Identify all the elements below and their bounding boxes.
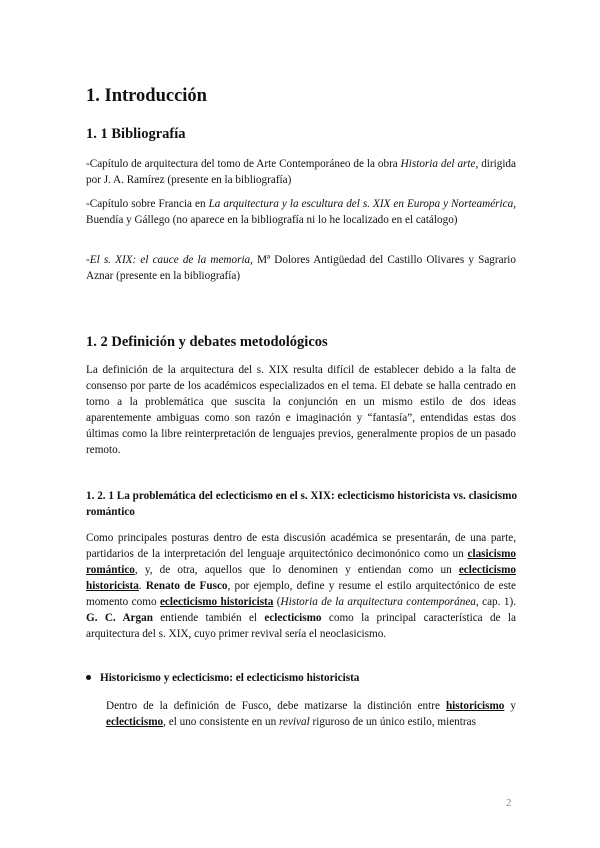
term-clasicismo-romantico: clasicismo romántico: [86, 548, 516, 576]
bullet-icon: [86, 675, 91, 680]
definition-paragraph: La definición de la arquitectura del s. XIX resulta difícil de establecer debido a la falta de consenso por parte de los académicos especializados en el tema. El debate se halla centrado en torno a la problemática que suscita la conjunción en un mismo estilo de dos ideas aparentemente ambiguas como son razón e imaginación y “fantasía”, entendidas estas dos últimas como la libre reinterpretación de lenguajes previos, generalmente propios de un pasado remoto.: [86, 364, 516, 456]
problematica-paragraph: Como principales posturas dentro de esta discusión académica se presentarán, de una parte, partidarios de la interpretación del lenguaje arquitectónico decimonónico como un clasicismo romántico, y, de otra, aquellos que lo denominen y entiendan como un eclecticismo historicista. Renato de Fusco, por ejemplo, define y resume el estilo arquitectónico de este momento como eclecticismo historicista (Historia de la arquitectura contemporánea, cap. 1). G. C. Argan entiende también el eclecticismo como la principal característica de la arquitectura del s. XIX, cuyo primer revival sería el neoclasicismo.: [86, 532, 516, 640]
work-title: Historia del arte: [400, 158, 476, 170]
section-title-definicion: 1. 2 Definición y debates metodológicos: [86, 334, 328, 350]
page-number: 2: [506, 797, 512, 809]
term-eclecticismo-historicista: eclecticismo historicista: [159, 596, 274, 608]
page-title: 1. Introducción: [86, 86, 207, 106]
author-argan: G. C. Argan: [86, 612, 153, 624]
term-eclecticismo-historicista: eclecticismo historicista: [86, 564, 516, 592]
section-title-bibliografia: 1. 1 Bibliografía: [86, 126, 186, 142]
bullet-paragraph: Dentro de la definición de Fusco, debe matizarse la distinción entre historicismo y eclecticismo, el uno consistente en un revival riguroso de un único estilo, mientras: [106, 700, 516, 728]
bullet-heading: Historicismo y eclecticismo: el eclecticismo historicista: [86, 670, 359, 686]
term-eclecticismo: eclecticismo: [106, 716, 164, 728]
term-eclecticismo: eclecticismo: [264, 612, 322, 624]
subsection-title-problematica: 1. 2. 1 La problemática del eclecticismo en el s. XIX: eclecticismo historicista vs. clasicismo romántico: [86, 490, 518, 518]
term-historicismo: historicismo: [445, 700, 505, 712]
work-title: El s. XIX: el cauce de la memoria: [89, 254, 251, 266]
term-revival: revival: [279, 716, 310, 728]
work-title: Historia de la arquitectura contemporánea: [280, 596, 476, 608]
bibliography-entry: -Capítulo sobre Francia en La arquitectura y la escultura del s. XIX en Europa y Norteamérica, Buendía y Gállego (no aparece en la bibliografía ni lo he localizado en el catálogo): [86, 198, 516, 226]
work-title: La arquitectura y la escultura del s. XIX en Europa y Norteamérica: [208, 198, 514, 210]
bibliography-entry: -Capítulo de arquitectura del tomo de Arte Contemporáneo de la obra Historia del arte, dirigida por J. A. Ramírez (presente en la bibliografía): [86, 158, 516, 186]
author-fusco: Renato de Fusco: [145, 580, 228, 592]
bibliography-entry: -El s. XIX: el cauce de la memoria, Mª Dolores Antigüedad del Castillo Olivares y Sagrario Aznar (presente en la bibliografía): [86, 254, 517, 282]
